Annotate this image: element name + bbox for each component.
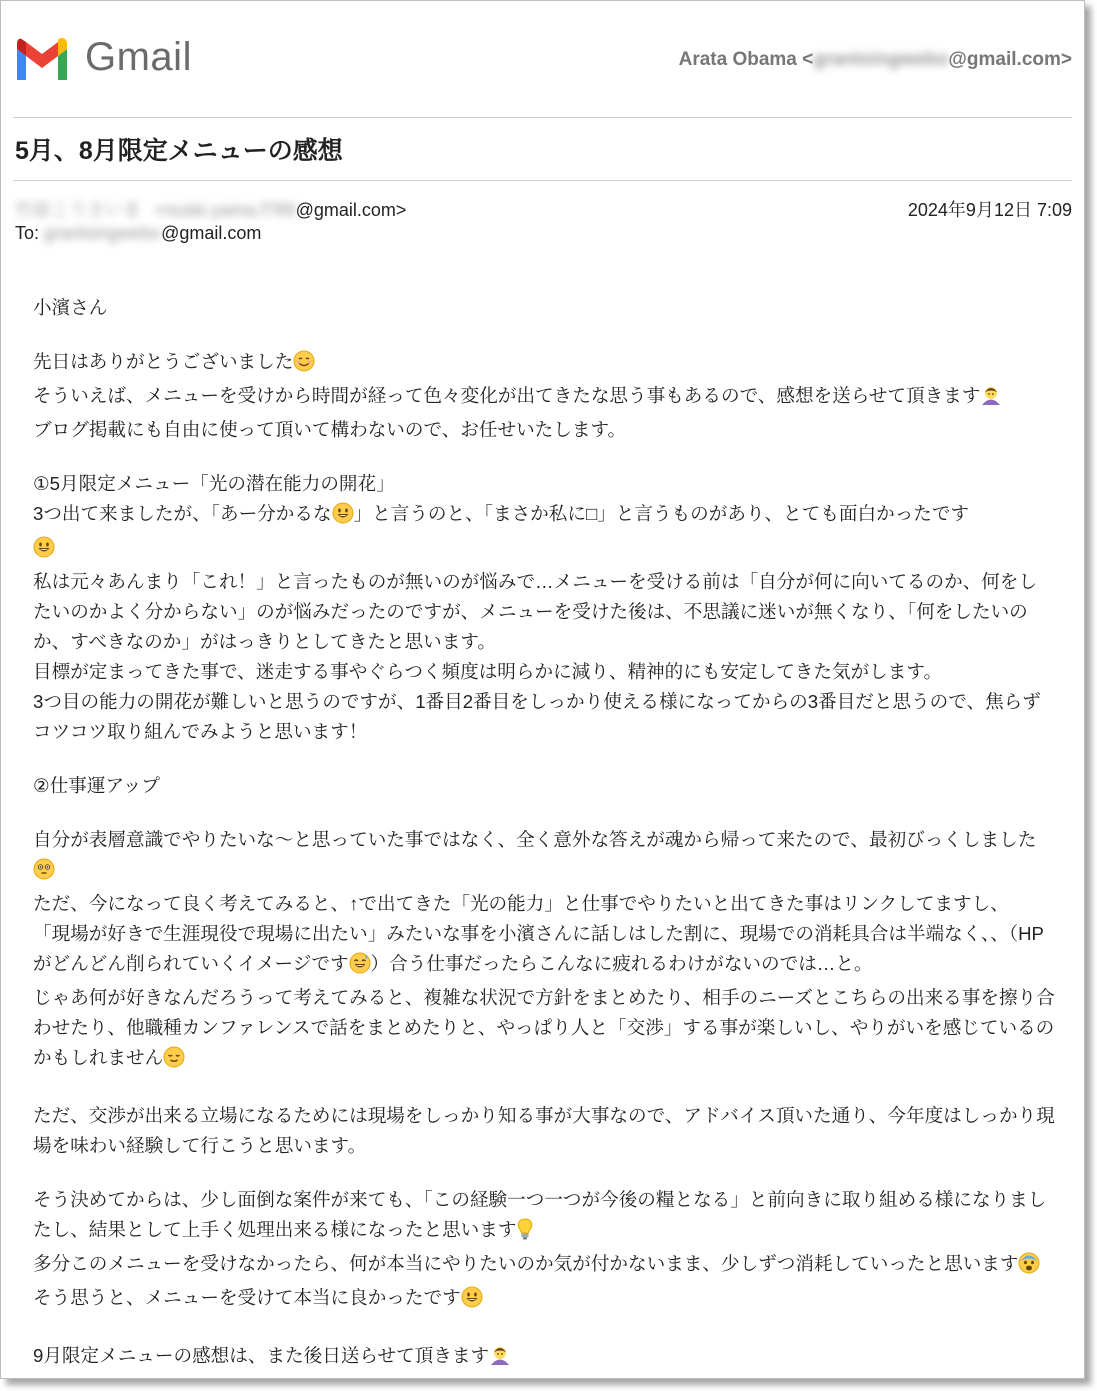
body-text: ）合う仕事だったらこんなに疲れるわけがないのでは…と。 (370, 953, 873, 974)
grinning-face-icon (332, 502, 354, 533)
sender-email-blurred: <nuski.yama.f789 (154, 200, 296, 220)
body-text: そう思うと、メニューを受けて本当に良かったです (33, 1287, 461, 1308)
light-bulb-icon (516, 1218, 534, 1249)
recipient-row (15, 223, 1072, 244)
email-date: 2024年9月12日 7:09 (907, 200, 1072, 220)
body-text: ブログ掲載にも自由に使って頂いて構わないので、お任せいたします。 (33, 419, 627, 440)
account-name: Arata Obama (678, 49, 797, 70)
recipient-email-blurred: grantsingwebo (44, 223, 162, 243)
person-bowing-icon (489, 1344, 511, 1375)
body-text: 「現場が好きで生涯現役で現場に出たい」みたいな事を小濱さんに話しはした割に、現場での消耗具合は半端なく、、（HPがどんどん削られていくイメージです (33, 923, 1044, 974)
paragraph-closing (33, 1341, 1055, 1375)
body-text: 9月限定メニューの感想は、また後日送らせて頂きます (33, 1345, 490, 1366)
subject-divider (13, 180, 1072, 181)
menu-2-heading: ②仕事運アップ (33, 775, 160, 796)
gmail-m-icon (13, 36, 71, 80)
header-divider (13, 117, 1072, 118)
body-text: そういえば、メニューを受けから時間が経って色々変化が出てきたな思う事もあるので、感想を送らせて頂きます (33, 385, 981, 406)
account-email-open: < (802, 49, 814, 70)
body-text: 自分が表層意識でやりたいな〜と思っていた事ではなく、全く意外な答えが魂から帰って来たので、最初びっくしました (33, 829, 1037, 850)
body-text: じゃあ何が好きなんだろうって考えてみると、複雑な状況で方針をまとめたり、相手のニーズとこちらの出来る事を擦り合わせたり、他職種カンファレンスで話をまとめたりと、やっぱり人と「交渉」する事が楽しいし、やりがいを感じているのかもしれません (33, 987, 1055, 1068)
sender-name-blurred: 竹原こうさいま (15, 200, 141, 220)
body-text: 多分このメニューを受けなかったら、何が本当にやりたいのか気が付かないまま、少しずつ消耗していったと思います (33, 1253, 1019, 1274)
paragraph-negotiation: ただ、交渉が出来る立場になるためには現場をしっかり知る事が大事なので、アドバイス頂いた通り、今年度はしっかり現場を味わい経験して行こうと思います。 (33, 1105, 1055, 1156)
body-text: ただ、今になって良く考えてみると、↑で出てきた「光の能力」と仕事でやりたいと出てきた事はリンクしてますし、 (33, 893, 1009, 914)
gmail-logo (13, 35, 192, 80)
flushed-face-icon (33, 858, 55, 889)
body-text: 先日はありがとうございました (33, 351, 294, 372)
body-text: そう決めてからは、少し面倒な案件が来ても、「この経験一つ一つが今後の糧となる」と前向きに取り組める様になりましたし、結果として上手く処理出来る様になったと思います (33, 1189, 1047, 1240)
relieved-face-icon (163, 1046, 185, 1077)
body-text: 目標が定まってきた事で、迷走する事やぐらつく頻度は明らかに減り、精神的にも安定してきた気がします。 (33, 661, 943, 682)
to-label: To: (15, 223, 40, 243)
sender-row (15, 196, 1072, 222)
print-header (13, 31, 1072, 91)
body-text: 3つ目の能力の開花が難しいと思うのですが、1番目2番目をしっかり使える様になってからの3番目だと思うので、焦らずコツコツ取り組んでみようと思います！ (33, 691, 1041, 742)
smiling-face-icon (293, 350, 315, 381)
email-body (33, 293, 1055, 1379)
paragraph-thanks (33, 347, 1055, 445)
person-bowing-icon (980, 384, 1002, 415)
account-email-blurred: grantsingwebo (813, 49, 949, 70)
menu-1-heading: ①5月限定メニュー「光の潜在能力の開花」 (33, 473, 395, 494)
body-text: 私は元々あんまり「これ！」と言ったものが無いのが悩みで…メニューを受ける前は「自分が何に向いてるのか、何をしたいのかよく分からない」のが悩みだったのですが、メニューを受けた後は、不思議に迷いが無くなり、「何をしたいのか、すべきなのか」がはっきりとしてきたと思います。 (33, 571, 1038, 652)
paragraph-menu-2 (33, 825, 1055, 1077)
gmail-wordmark: Gmail (85, 35, 192, 79)
body-text: 」と言うのと、「まさか私に□」と言うものがあり、とても面白かったです (353, 503, 970, 524)
body-text: 3つ出て来ましたが、「あー分かるな (33, 503, 332, 524)
paragraph-result (33, 1185, 1055, 1317)
grinning-face-icon (461, 1286, 483, 1317)
account-email-domain: @gmail.com> (948, 49, 1072, 70)
email-subject: 5月、8月限定メニューの感想 (15, 137, 343, 165)
account-info (679, 49, 1072, 71)
paragraph-menu-1 (33, 469, 1055, 747)
sender-email-domain: @gmail.com> (295, 200, 407, 220)
recipient-email-domain: @gmail.com (161, 223, 262, 243)
grinning-sweat-face-icon (349, 952, 371, 983)
fearful-face-icon (1018, 1252, 1040, 1283)
greeting: 小濱さん (33, 297, 108, 318)
grinning-face-icon (33, 536, 55, 567)
